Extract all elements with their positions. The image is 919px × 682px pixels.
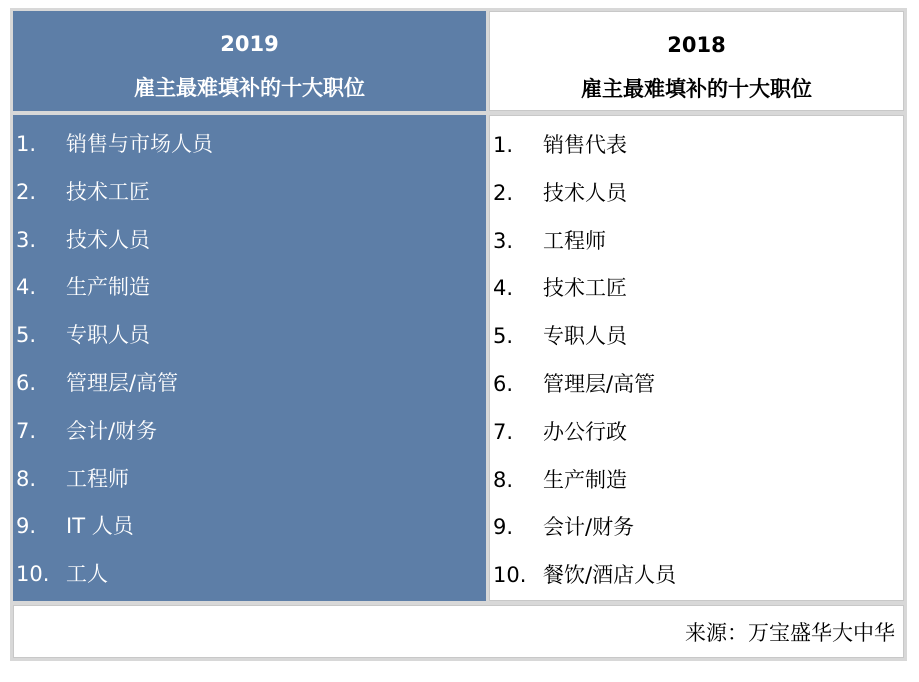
item-number: 6. (16, 370, 37, 395)
list-item (493, 226, 903, 274)
item-number: 5. (16, 323, 37, 348)
list-item (16, 272, 486, 320)
list-item (493, 560, 903, 608)
list-2019 (13, 115, 486, 601)
item-number: 9. (16, 514, 37, 539)
source-footer (13, 605, 904, 658)
item-number: 2. (493, 180, 514, 205)
item-label: 技术人员 (66, 227, 150, 252)
list-item (16, 559, 486, 607)
header-2019-year: 2019 (220, 32, 279, 56)
list-item (16, 464, 486, 512)
item-number: 4. (16, 275, 37, 300)
item-label: 管理层/高管 (66, 370, 179, 395)
item-label: 工程师 (543, 228, 606, 253)
item-label: 工人 (66, 562, 108, 587)
item-number: 10. (493, 563, 527, 588)
item-label: 会计/财务 (543, 515, 635, 540)
list-2019-items (16, 129, 486, 607)
header-2018-year: 2018 (667, 33, 726, 57)
list-item (16, 320, 486, 368)
item-number: 4. (493, 276, 514, 301)
item-number: 1. (493, 133, 514, 157)
list-item (16, 225, 486, 273)
item-label: 工程师 (66, 466, 129, 491)
header-2019-title: 雇主最难填补的十大职位 (134, 76, 365, 100)
item-number: 7. (16, 418, 37, 443)
list-item (16, 416, 486, 464)
item-label: 管理层/高管 (543, 371, 656, 396)
item-number: 10. (16, 562, 50, 587)
item-label: 销售代表 (543, 133, 627, 157)
list-item (493, 273, 903, 321)
item-label: 销售与市场人员 (66, 132, 213, 156)
item-label: 专职人员 (543, 324, 627, 349)
item-label: 生产制造 (66, 275, 150, 300)
item-label: 专职人员 (66, 323, 150, 348)
header-2018 (489, 11, 904, 111)
item-label: 技术人员 (543, 180, 627, 205)
item-number: 9. (493, 515, 514, 540)
list-2018-items (493, 130, 903, 608)
list-item (16, 177, 486, 225)
list-item (493, 465, 903, 513)
item-number: 2. (16, 179, 37, 204)
comparison-table (10, 8, 907, 661)
item-label: 会计/财务 (66, 418, 158, 443)
list-item (493, 417, 903, 465)
list-item (16, 368, 486, 416)
item-label: 办公行政 (543, 419, 627, 444)
item-number: 1. (16, 132, 37, 156)
list-item (493, 130, 903, 178)
list-2018 (489, 115, 904, 601)
list-item (493, 512, 903, 560)
item-label: 技术工匠 (543, 276, 627, 301)
item-number: 3. (16, 227, 37, 252)
list-item (493, 178, 903, 226)
item-number: 6. (493, 371, 514, 396)
item-number: 5. (493, 324, 514, 349)
item-number: 8. (16, 466, 37, 491)
item-number: 8. (493, 467, 514, 492)
list-item (493, 321, 903, 369)
header-2018-title: 雇主最难填补的十大职位 (581, 77, 812, 101)
source-text: 来源：万宝盛华大中华 (685, 621, 895, 645)
item-label: 生产制造 (543, 467, 627, 492)
item-label: 餐饮/酒店人员 (543, 563, 677, 588)
item-number: 7. (493, 419, 514, 444)
item-label: IT 人员 (66, 514, 134, 539)
list-item (493, 369, 903, 417)
header-2019 (13, 11, 486, 111)
list-item (16, 129, 486, 177)
item-label: 技术工匠 (66, 179, 150, 204)
list-item (16, 511, 486, 559)
item-number: 3. (493, 228, 514, 253)
